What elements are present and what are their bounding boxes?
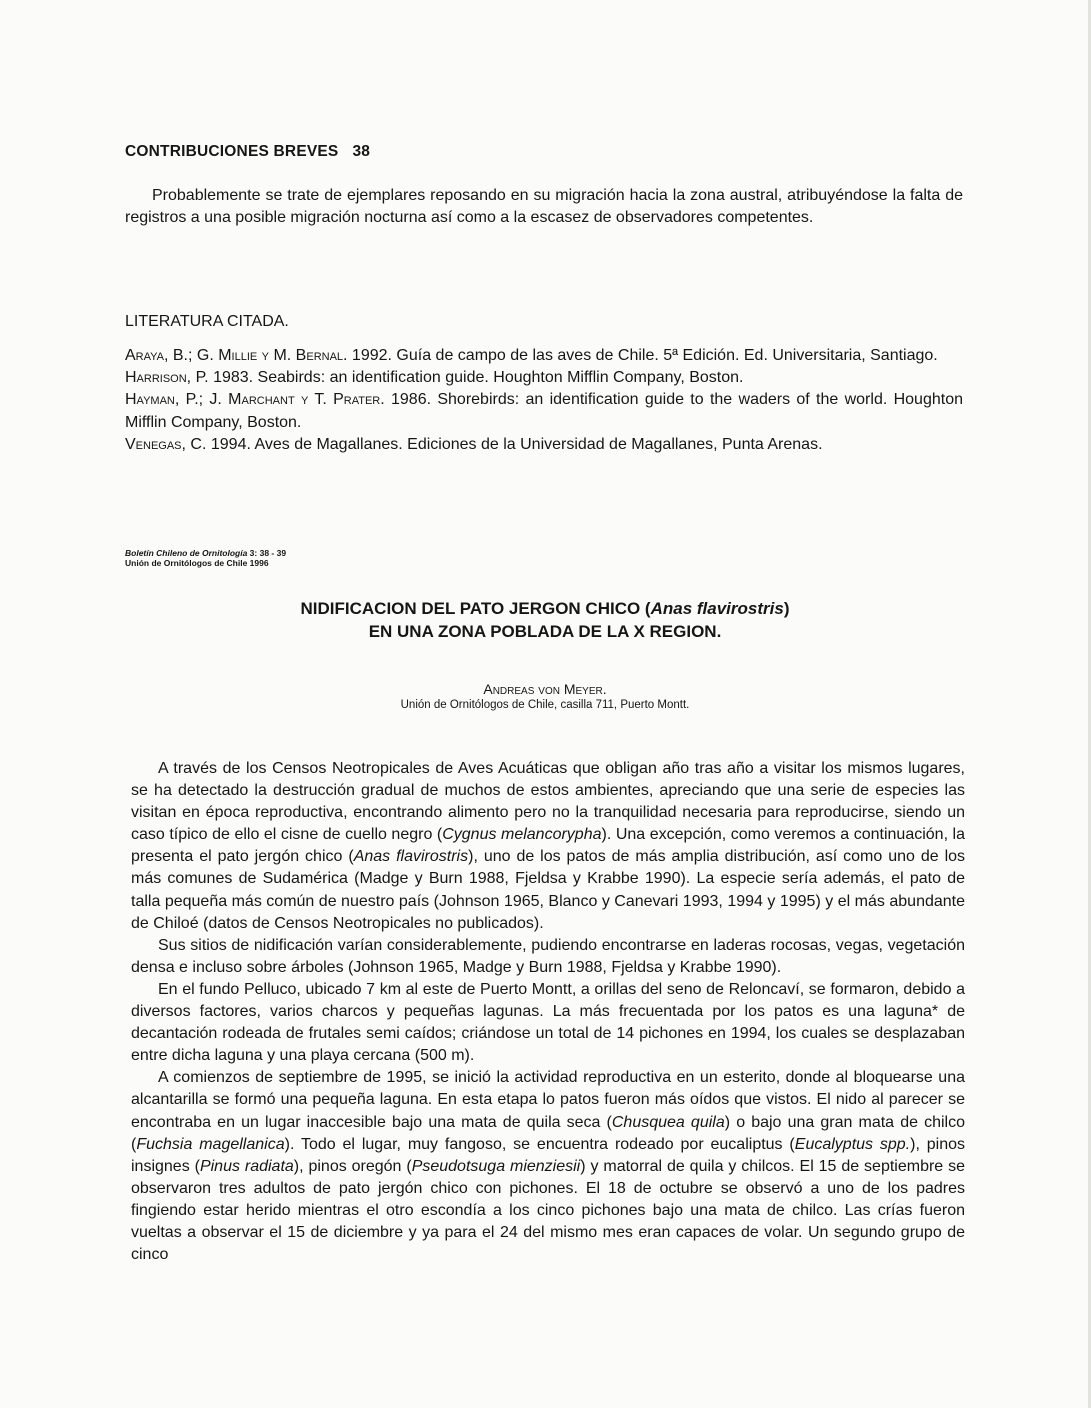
- body-text: ), pinos insignes (: [131, 1135, 966, 1175]
- body-paragraph: En el fundo Pelluco, ubicado 7 km al este de Puerto Montt, a orillas del seno de Reloncaví, se formaron, debido a diversos factores, varios charcos y pequeñas lagunas. La más frecuentada por los patos es una laguna* de decantación rodeada de frutales semi caídos; criándose un total de 14 pichones en 1994, los cuales se desplazaban entre dicha laguna y una playa cercana (500 m).: [131, 980, 965, 1065]
- literature-heading: LITERATURA CITADA.: [125, 313, 289, 330]
- body-text: ) o bajo una gran mata de chilco (: [131, 1113, 966, 1153]
- body-text: A comienzos de septiembre de 1995, se inició la actividad reproductiva en un esterito, donde al bloquearse una alcantarilla se formó una pequeña laguna. En esta etapa lo patos fueron más oídos que vistos. El nido al parecer se encontraba en un lugar inaccesible bajo una mata de quila seca (: [131, 1069, 965, 1131]
- body-text: A través de los Censos Neotropicales de Aves Acuáticas que obligan año tras año a visitar los mismos lugares, se ha detectado la destrucción gradual de muchos de estos ambientes, apreciando que una serie de especies las visitan en época reproductiva, encontrando alimento pero no la tranquilidad necesaria para reproducirse, siendo un caso típico de ello el cisne de cuello negro (: [131, 760, 965, 844]
- title-line-2: EN UNA ZONA POBLADA DE LA X REGION.: [368, 622, 722, 641]
- running-header: [125, 143, 370, 161]
- body-paragraph: [131, 1067, 965, 1266]
- journal-pages: 3: 38 - 39: [247, 548, 287, 558]
- species-name: Chusquea quila: [611, 1113, 725, 1131]
- body-text: ). Una excepción, como veremos a continuación, la presenta el pato jergón chico (: [131, 826, 965, 866]
- reference-list: [125, 335, 963, 456]
- running-title: CONTRIBUCIONES BREVES: [125, 143, 339, 160]
- species-name: Eucalyptus spp.: [794, 1135, 911, 1153]
- journal-citation: [125, 548, 286, 568]
- reference-authors: Araya, B.; G. Millie y M. Bernal.: [125, 347, 348, 364]
- body-text: ), uno de los patos de más amplia distribución, así como uno de los más comunes de Sudamérica (Madge y Burn 1988, Fjeldsa y Krabbe 1990). La especie sería además, el pato de talla pequeña más común de nuestro país (Johnson 1965, Blanco y Canevari 1993, 1994 y 1995) y el más abundante de Chiloé (datos de Censos Neotropicales no publicados).: [131, 848, 966, 932]
- body-text: ) y matorral de quila y chilcos. El 15 de septiembre se observaron tres adultos de pato jergón chico con pichones. El 18 de octubre se observó a uno de los padres fingiendo estar herido mientras el otro escondía a los cinco pichones bajo una mata de chilco. Las crías fueron vueltas a observar el 15 de diciembre y ya para el 24 del mismo mes eran capaces de volar. Un segundo grupo de cinco: [131, 1157, 966, 1264]
- page-number: 38: [352, 143, 371, 160]
- reference-text: 1986. Shorebirds: an identification guide to the waders of the world. Houghton Mifflin Company, Boston.: [125, 391, 963, 431]
- author-affiliation: Unión de Ornitólogos de Chile, casilla 711, Puerto Montt.: [400, 699, 690, 711]
- article-body: [131, 758, 965, 1266]
- body-paragraph: [131, 758, 965, 935]
- reference-item: [125, 434, 963, 456]
- reference-authors: Harrison, P.: [125, 369, 209, 387]
- species-name: Pinus radiata: [199, 1157, 294, 1175]
- species-name: Pseudotsuga mienziesii: [411, 1157, 581, 1175]
- species-name: Fuchsia magellanica: [136, 1135, 285, 1153]
- article-author: Andreas von Meyer.: [483, 681, 607, 697]
- reference-text: 1983. Seabirds: an identification guide. Houghton Mifflin Company, Boston.: [208, 369, 744, 387]
- reference-text: 1994. Aves de Magallanes. Ediciones de la Universidad de Magallanes, Punta Arenas.: [206, 435, 823, 453]
- reference-item: [125, 345, 963, 367]
- title-text: NIDIFICACION DEL PATO JERGON CHICO (: [300, 599, 651, 618]
- title-text: ): [783, 599, 790, 618]
- title-species: Anas flavirostris: [650, 599, 784, 618]
- journal-name: Boletín Chileno de Ornitología: [125, 548, 248, 558]
- article-title: [200, 597, 890, 643]
- body-text: ), pinos oregón (: [293, 1157, 412, 1175]
- reference-authors: Hayman, P.; J. Marchant y T. Prater.: [125, 391, 385, 409]
- reference-text: 1992. Guía de campo de las aves de Chile. 5ª Edición. Ed. Universitaria, Santiago.: [347, 347, 938, 364]
- body-text: ). Todo el lugar, muy fangoso, se encuentra rodeado por eucaliptus (: [284, 1135, 795, 1153]
- reference-authors: Venegas, C.: [125, 435, 207, 453]
- reference-item: [125, 367, 963, 389]
- intro-paragraph: Probablemente se trate de ejemplares reposando en su migración hacia la zona austral, atribuyéndose la falta de registros a una posible migración nocturna así como a la escasez de observadores competentes.: [125, 187, 963, 227]
- species-name: Anas flavirostris: [353, 848, 469, 866]
- reference-item: [125, 389, 963, 433]
- body-paragraph: Sus sitios de nidificación varían considerablemente, pudiendo encontrarse en laderas rocosas, vegas, vegetación densa e incluso sobre árboles (Johnson 1965, Madge y Burn 1988, Fjeldsa y Krabbe 1990).: [131, 936, 965, 976]
- journal-publisher: Unión de Ornitólogos de Chile 1996: [125, 558, 269, 568]
- species-name: Cygnus melancorypha: [442, 826, 602, 844]
